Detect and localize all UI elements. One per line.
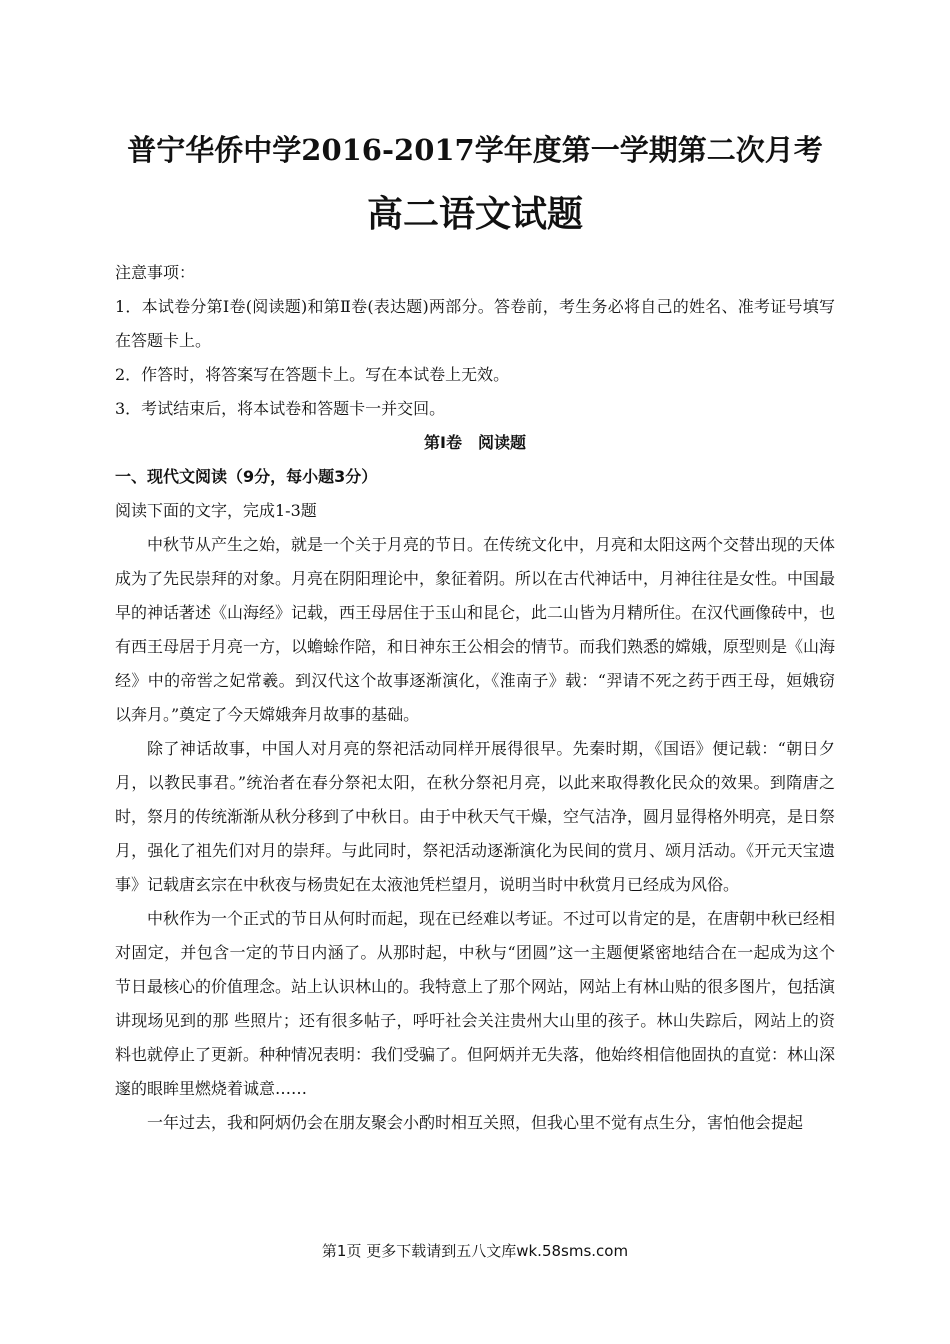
section-heading: 第Ⅰ卷 阅读题 [424,433,526,452]
document-body [115,256,835,1140]
page-footer: 第1页 更多下载请到五八文库wk.58sms.com [321,1242,629,1260]
passage-paragraph-4: 一年过去，我和阿炳仍会在朋友聚会小酌时相互关照，但我心里不觉有点生分，害怕他会提起 [147,1113,804,1132]
notice-item-2: 2．作答时，将答案写在答题卡上。写在本试卷上无效。 [115,365,510,384]
exam-subtitle: 高二语文试题 [366,193,583,235]
passage-paragraph-3: 中秋作为一个正式的节日从何时而起，现在已经难以考证。不过可以肯定的是，在唐朝中秋已经相对固定，并包含一定的节日内涵了。从那时起，中秋与“团圆”这一主题便紧密地结合在一起成为这个节日最核心的价值理念。站上认识林山的。我特意上了那个网站，网站上有林山贴的很多图片，包括演讲现场见到的那 些照片；还有很多帖子，呼吁社会关注贵州大山里的孩子。林山失踪后，网站上的资料也就停止了更新。种种情况表明：我们受骗了。但阿炳并无失落，他始终相信他固执的直觉：林山深邃的眼眸里燃烧着诚意…… [115,909,836,1098]
notice-item-3: 3．考试结束后，将本试卷和答题卡一并交回。 [115,399,446,418]
passage-paragraph-2: 除了神话故事，中国人对月亮的祭祀活动同样开展得很早。先秦时期，《国语》便记载：“朝日夕月，以教民事君。”统治者在春分祭祀太阳，在秋分祭祀月亮，以此来取得教化民众的效果。到隋唐之时，祭月的传统渐渐从秋分移到了中秋日。由于中秋天气干燥，空气洁净，圆月显得格外明亮，是日祭月，强化了祖先们对月的崇拜。与此同时，祭祀活动逐渐演化为民间的赏月、颂月活动。《开元天宝遗事》记载唐玄宗在中秋夜与杨贵妃在太液池凭栏望月，说明当时中秋赏月已经成为风俗。 [115,739,836,894]
passage-paragraph-1: 中秋节从产生之始，就是一个关于月亮的节日。在传统文化中，月亮和太阳这两个交替出现的天体成为了先民崇拜的对象。月亮在阴阳理论中，象征着阴。所以在古代神话中，月神往往是女性。中国最早的神话著述《山海经》记载，西王母居住于玉山和昆仑，此二山皆为月精所住。在汉代画像砖中，也有西王母居于月亮一方，以蟾蜍作陪，和日神东王公相会的情节。而我们熟悉的嫦娥，原型则是《山海经》中的帝喾之妃常羲。到汉代这个故事逐渐演化，《淮南子》载：“羿请不死之药于西王母，姮娥窃以奔月。”奠定了今天嫦娥奔月故事的基础。 [115,535,836,724]
part-title: 一、现代文阅读（9分，每小题3分） [115,467,378,486]
notice-item-1: 1．本试卷分第Ⅰ卷(阅读题)和第Ⅱ卷(表达题)两部分。答卷前，考生务必将自己的姓名、准考证号填写在答题卡上。 [115,297,835,350]
exam-title: 普宁华侨中学2016-2017学年度第一学期第二次月考 [127,133,823,167]
notice-heading: 注意事项： [115,263,196,282]
reading-instruction: 阅读下面的文字，完成1-3题 [115,501,317,520]
